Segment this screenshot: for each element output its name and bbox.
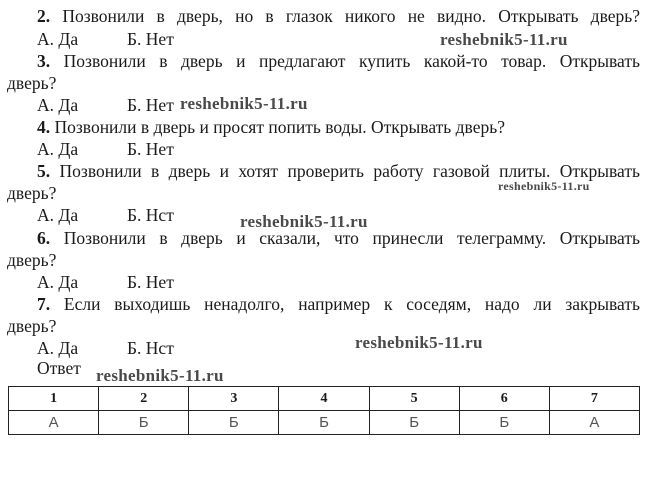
watermark: reshebnik5-11.ru bbox=[240, 212, 368, 231]
question-text: Позвонили в дверь, но в глазок никого не видно. Открывать дверь? bbox=[62, 6, 641, 26]
answer-cell: Б bbox=[189, 411, 279, 435]
header-cell: 5 bbox=[369, 387, 459, 411]
question-text: Позвонили в дверь и предлагают купить какой-то товар. Открывать bbox=[63, 51, 640, 71]
option-b: Б. Нст bbox=[127, 205, 174, 225]
answer-options-7 bbox=[37, 338, 174, 359]
answer-options-4 bbox=[37, 139, 174, 160]
watermark: reshebnik5-11.ru bbox=[96, 366, 224, 385]
header-cell: 1 bbox=[9, 387, 99, 411]
question-7-continuation: дверь? bbox=[7, 316, 57, 336]
answer-options-2 bbox=[37, 29, 174, 50]
answer-cell: Б bbox=[369, 411, 459, 435]
option-b: Б. Нет bbox=[127, 95, 174, 115]
question-5-continuation: дверь? bbox=[7, 183, 57, 203]
question-2 bbox=[37, 6, 640, 27]
option-a: А. Да bbox=[37, 29, 79, 49]
option-b: Б. Нет bbox=[127, 29, 174, 49]
question-3 bbox=[37, 51, 640, 72]
watermark: reshebnik5-11.ru bbox=[498, 179, 590, 193]
answer-cell: Б bbox=[279, 411, 369, 435]
header-cell: 4 bbox=[279, 387, 369, 411]
answer-options-6 bbox=[37, 272, 174, 293]
option-a: А. Да bbox=[37, 338, 79, 358]
answer-cell: А bbox=[549, 411, 639, 435]
answer-options-5 bbox=[37, 205, 174, 226]
table-header-row bbox=[9, 387, 640, 411]
watermark: reshebnik5-11.ru bbox=[355, 333, 483, 352]
option-a: А. Да bbox=[37, 272, 79, 292]
option-b: Б. Нст bbox=[127, 338, 174, 358]
option-b: Б. Нет bbox=[127, 139, 174, 159]
option-a: А. Да bbox=[37, 205, 79, 225]
question-number: 4. bbox=[37, 117, 51, 137]
header-cell: 3 bbox=[189, 387, 279, 411]
question-3-continuation: дверь? bbox=[7, 73, 57, 93]
question-4 bbox=[37, 117, 640, 138]
watermark: reshebnik5-11.ru bbox=[440, 30, 568, 49]
watermark: reshebnik5-11.ru bbox=[180, 94, 308, 113]
question-7 bbox=[37, 294, 640, 315]
question-number: 5. bbox=[37, 161, 51, 181]
option-b: Б. Нет bbox=[127, 272, 174, 292]
answer-options-3 bbox=[37, 95, 174, 116]
answer-cell: Б bbox=[99, 411, 189, 435]
question-number: 7. bbox=[37, 294, 51, 314]
question-number: 2. bbox=[37, 6, 51, 26]
header-cell: 6 bbox=[459, 387, 549, 411]
table-answer-row bbox=[9, 411, 640, 435]
question-number: 6. bbox=[37, 228, 51, 248]
question-text: Если выходишь ненадолго, например к соседям, надо ли закрывать bbox=[63, 294, 641, 314]
header-cell: 2 bbox=[99, 387, 189, 411]
question-text: Позвонили в дверь и хотят проверить работу газовой плиты. Открывать bbox=[59, 161, 640, 181]
answers-table bbox=[8, 386, 640, 435]
answer-cell: А bbox=[9, 411, 99, 435]
question-6-continuation: дверь? bbox=[7, 250, 57, 270]
question-text: Позвонили в дверь и сказали, что принесли телеграмму. Открывать bbox=[63, 228, 641, 248]
question-text: Позвонили в дверь и просят попить воды. Открывать дверь? bbox=[54, 117, 505, 137]
question-number: 3. bbox=[37, 51, 51, 71]
option-a: А. Да bbox=[37, 139, 79, 159]
answer-cell: Б bbox=[459, 411, 549, 435]
answer-label: Ответ bbox=[37, 358, 81, 378]
header-cell: 7 bbox=[549, 387, 639, 411]
option-a: А. Да bbox=[37, 95, 79, 115]
